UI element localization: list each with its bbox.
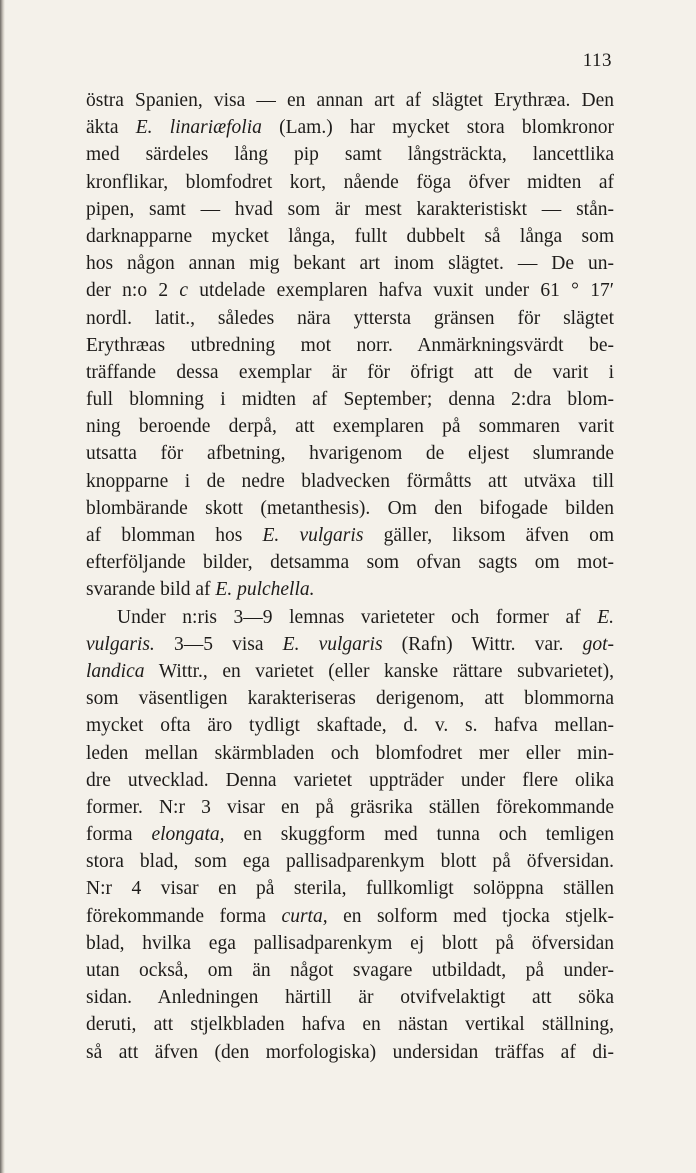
text-segment: gäller, liksom äfven om: [363, 525, 614, 546]
text-line: [86, 468, 614, 495]
text-segment: ning beroende derpå, att exemplaren på sommaren varit: [86, 416, 614, 438]
italic-text-segment: c: [179, 280, 189, 302]
italic-text-segment: got-: [582, 633, 614, 655]
italic-text-segment: E. vulgaris: [282, 633, 383, 655]
text-segment: blombärande skott (metanthesis). Om den bifogade bilden: [86, 497, 614, 519]
text-segment: leden mellan skärmbladen och blomfodret mer eller min-: [86, 742, 614, 764]
text-segment: N:r 4 visar en på sterila, fullkomligt solöppna ställen: [86, 878, 614, 900]
text-line: [86, 685, 614, 712]
text-segment: Under n:ris 3—9 lemnas varieteter och former af: [117, 606, 598, 628]
text-line: [86, 604, 614, 631]
text-segment: former. N:r 3 visar en på gräsrika ställen förekommande: [86, 796, 614, 818]
text-segment: östra Spanien, visa — en annan art af slägtet Erythræa. Den: [86, 90, 614, 111]
text-line: [86, 576, 614, 603]
text-segment: så att äfven (den morfologiska) undersidan träffas af di-: [86, 1041, 614, 1063]
text-segment: Erythræas utbredning mot norr. Anmärkningsvärdt be-: [86, 334, 614, 356]
text-segment: en solform med tjocka stjelk-: [327, 905, 614, 927]
text-segment: efterföljande bilder, detsamma som ofvan sagts om mot-: [86, 552, 614, 574]
text-segment: sidan. Anledningen härtill är otvifvelaktigt att söka: [86, 987, 614, 1009]
body-text: [86, 87, 614, 1066]
text-segment: forma: [86, 824, 152, 846]
text-line: [86, 821, 614, 848]
text-line: [86, 196, 614, 223]
text-segment: äkta: [86, 117, 136, 139]
text-segment: träffande dessa exemplar är för öfrigt att de varit i: [86, 361, 614, 383]
italic-text-segment: elongata,: [151, 824, 225, 846]
text-segment: deruti, att stjelkbladen hafva en nästan vertikal ställning,: [86, 1014, 614, 1036]
text-segment: full blomning i midten af September; denna 2:dra blom-: [86, 389, 614, 411]
text-line: [86, 223, 614, 250]
text-line: [86, 141, 614, 168]
text-segment: Wittr., en varietet (eller kanske rättare subvarietet),: [144, 660, 614, 682]
text-segment: med särdeles lång pip samt långsträckta, lancettlika: [86, 144, 614, 166]
text-line: [86, 522, 614, 549]
text-segment: darknapparne mycket långa, fullt dubbelt så långa som: [86, 225, 614, 247]
text-line: [86, 984, 614, 1011]
text-line: [86, 875, 614, 902]
text-segment: pipen, samt — hvad som är mest karakteristiskt — stån-: [86, 198, 614, 220]
text-line: [86, 1039, 614, 1066]
text-line: [86, 250, 614, 277]
text-line: [86, 87, 614, 114]
text-line: [86, 957, 614, 984]
text-segment: förekommande forma: [86, 905, 282, 927]
text-segment: dre utvecklad. Denna varietet uppträder under flere olika: [86, 769, 614, 791]
text-segment: der n:o 2: [86, 280, 180, 302]
text-line: [86, 305, 614, 332]
text-line: [86, 631, 614, 658]
text-line: [86, 413, 614, 440]
text-line: [86, 549, 614, 576]
text-line: [86, 903, 614, 930]
text-segment: utsatta för afbetning, hvarigenom de eljest slumrande: [86, 443, 614, 465]
text-line: [86, 740, 614, 767]
page-number: 113: [582, 50, 612, 71]
text-segment: af blomman hos: [86, 525, 263, 546]
text-line: [86, 794, 614, 821]
text-segment: svarande bild af: [86, 579, 216, 601]
text-segment: utan också, om än något svagare utbildadt, på under-: [86, 960, 614, 981]
italic-text-segment: curta,: [281, 905, 328, 927]
text-segment: kronflikar, blomfodret kort, nående föga öfver midten af: [86, 171, 614, 193]
italic-text-segment: landica: [86, 660, 145, 682]
text-segment: 3—5 visa: [154, 633, 283, 655]
text-line: [86, 114, 614, 141]
text-line: [86, 386, 614, 413]
text-line: [86, 359, 614, 386]
text-segment: (Lam.) har mycket stora blomkronor: [261, 117, 614, 139]
italic-text-segment: vulgaris.: [86, 633, 155, 655]
text-line: [86, 848, 614, 875]
text-line: [86, 332, 614, 359]
italic-text-segment: E. pulchella.: [215, 579, 315, 601]
text-line: [86, 767, 614, 794]
text-segment: en skuggform med tunna och temligen: [224, 824, 614, 846]
text-segment: blad, hvilka ega pallisadparenkym ej blott på öfversidan: [86, 932, 614, 954]
text-line: [86, 495, 614, 522]
text-line: [86, 169, 614, 196]
text-line: [86, 658, 614, 685]
text-line: [86, 712, 614, 739]
text-segment: hos någon annan mig bekant art inom slägtet. — De un-: [86, 253, 614, 275]
italic-text-segment: E. vulgaris: [262, 525, 364, 546]
page-spine-shadow: [0, 0, 5, 1173]
text-segment: mycket ofta äro tydligt skaftade, d. v. s. hafva mellan-: [86, 715, 614, 737]
italic-text-segment: E. linariæfolia: [135, 117, 262, 139]
text-segment: nordl. latit., således nära yttersta gränsen för slägtet: [86, 307, 614, 329]
text-line: [86, 1011, 614, 1038]
text-segment: som väsentligen karakteriseras derigenom, att blommorna: [86, 688, 614, 710]
text-line: [86, 277, 614, 304]
text-line: [86, 930, 614, 957]
text-segment: (Rafn) Wittr. var.: [382, 633, 583, 655]
text-segment: stora blad, som ega pallisadparenkym blott på öfversidan.: [86, 851, 614, 873]
text-segment: knopparne i de nedre bladvecken förmåtts att utväxa till: [86, 470, 614, 492]
text-line: [86, 440, 614, 467]
text-segment: utdelade exemplaren hafva vuxit under 61 ° 17′: [188, 280, 614, 302]
italic-text-segment: E.: [597, 606, 614, 628]
